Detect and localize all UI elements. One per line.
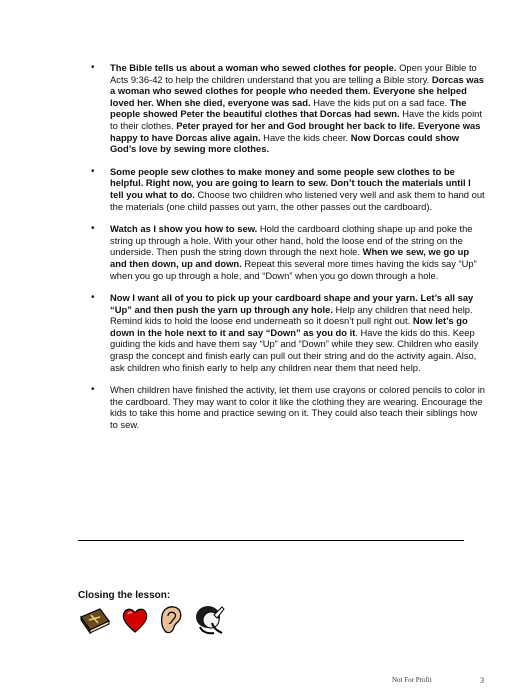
section-divider	[78, 540, 464, 541]
bullet-text-run: Hold the cardboard clothing shape up and poke the string up through a hole. With your other hand, hold the loose end of the string on the underside. Then push the string down through the next hole.	[110, 223, 473, 258]
bullet-text-run: The Bible tells us about a woman who sewed clothes for people.	[110, 62, 397, 73]
bullet-text-run: Some people sew clothes to make money and some people sew clothes to be helpful. Right now, you are going to learn to sew. Don’t touch the materials until I tell you what to do.	[110, 165, 471, 200]
bullet-dot: •	[91, 223, 95, 235]
bullet-text-run: . Have the kids do this. Keep guiding the kids and have them say “Up” and “Down” while they sew. Children who easily grasp the concept and finish early can pull out their string and do the activity again. Also, ask children who finish early to help any children near them that need help.	[110, 326, 479, 373]
ear-icon	[158, 604, 184, 636]
bullet-dot: •	[91, 384, 95, 396]
bullet-text-run: Dorcas was a woman who sewed clothes for people who needed them. Everyone she helped loved her. When she died, everyone was sad.	[110, 73, 485, 108]
bible-icon	[78, 605, 112, 635]
bullet-text-run: Have the kids point to their clothes.	[110, 108, 482, 131]
bullet-text-run: The people showed Peter the beautiful clothes that Dorcas had sewn.	[110, 96, 467, 120]
instruction-list	[90, 62, 486, 442]
bullet-text-run: Now let’s go down in the hole next to it and say “Down” as you do it	[110, 315, 468, 338]
bullet-text-run: Choose two children who listened very well and ask them to hand out the materials (one child passes out yarn, the other passes out the cardboard).	[110, 188, 485, 212]
bullet-text-run: Watch as I show you how to sew.	[110, 223, 258, 235]
heart-icon	[120, 605, 150, 635]
closing-heading: Closing the lesson:	[78, 590, 171, 601]
bullet-item-1	[90, 62, 486, 155]
bullet-item-3	[90, 223, 486, 281]
bullet-text-run: Peter prayed for her and God brought her back to life. Everyone was happy to have Dorcas alive again.	[110, 119, 481, 143]
bullet-text-run: Now Dorcas could show God’s love by sewing more clothes.	[110, 131, 460, 155]
bullet-text-run: Now I want all of you to pick up your cardboard shape and your yarn. Let’s all say “Up” and then push the yarn up through any hole.	[110, 292, 474, 315]
bullet-text-run: Have the kids put on a sad face.	[310, 96, 450, 108]
bullet-text-run: When we sew, we go up and then down, up and down.	[110, 246, 470, 269]
footer-note: Not For Profit	[392, 676, 432, 684]
bullet-text-run: Help any children that need help. Remind kids to hold the loose end underneath so it doesn’t pull right out.	[110, 303, 473, 327]
bullet-text-run: Open your Bible to Acts 9:36-42 to help the children understand that you are telling a Bible story.	[110, 62, 477, 85]
bullet-dot: •	[91, 292, 95, 304]
bullet-text-run: When children have finished the activity, let them use crayons or colored pencils to color in the cardboard. They may want to color it like the clothing they are wearing. Encourage the kids to take this home and practice sewing on it. They could also teach their siblings how to sew.	[110, 384, 486, 431]
bullet-text-run: Repeat this several more times having the kids say “Up” when you go up through a hole, and “Down” when you go down through a hole.	[110, 257, 477, 281]
bullet-dot: •	[91, 62, 95, 73]
closing-icons	[78, 603, 228, 637]
bullet-text-run: Have the kids cheer.	[260, 131, 351, 143]
bullet-item-5	[90, 384, 486, 430]
bullet-item-2	[90, 166, 486, 212]
bullet-item-4	[90, 292, 486, 373]
praying-head-icon	[192, 603, 228, 637]
page-number: 3	[480, 676, 484, 685]
bullet-dot: •	[91, 165, 95, 177]
